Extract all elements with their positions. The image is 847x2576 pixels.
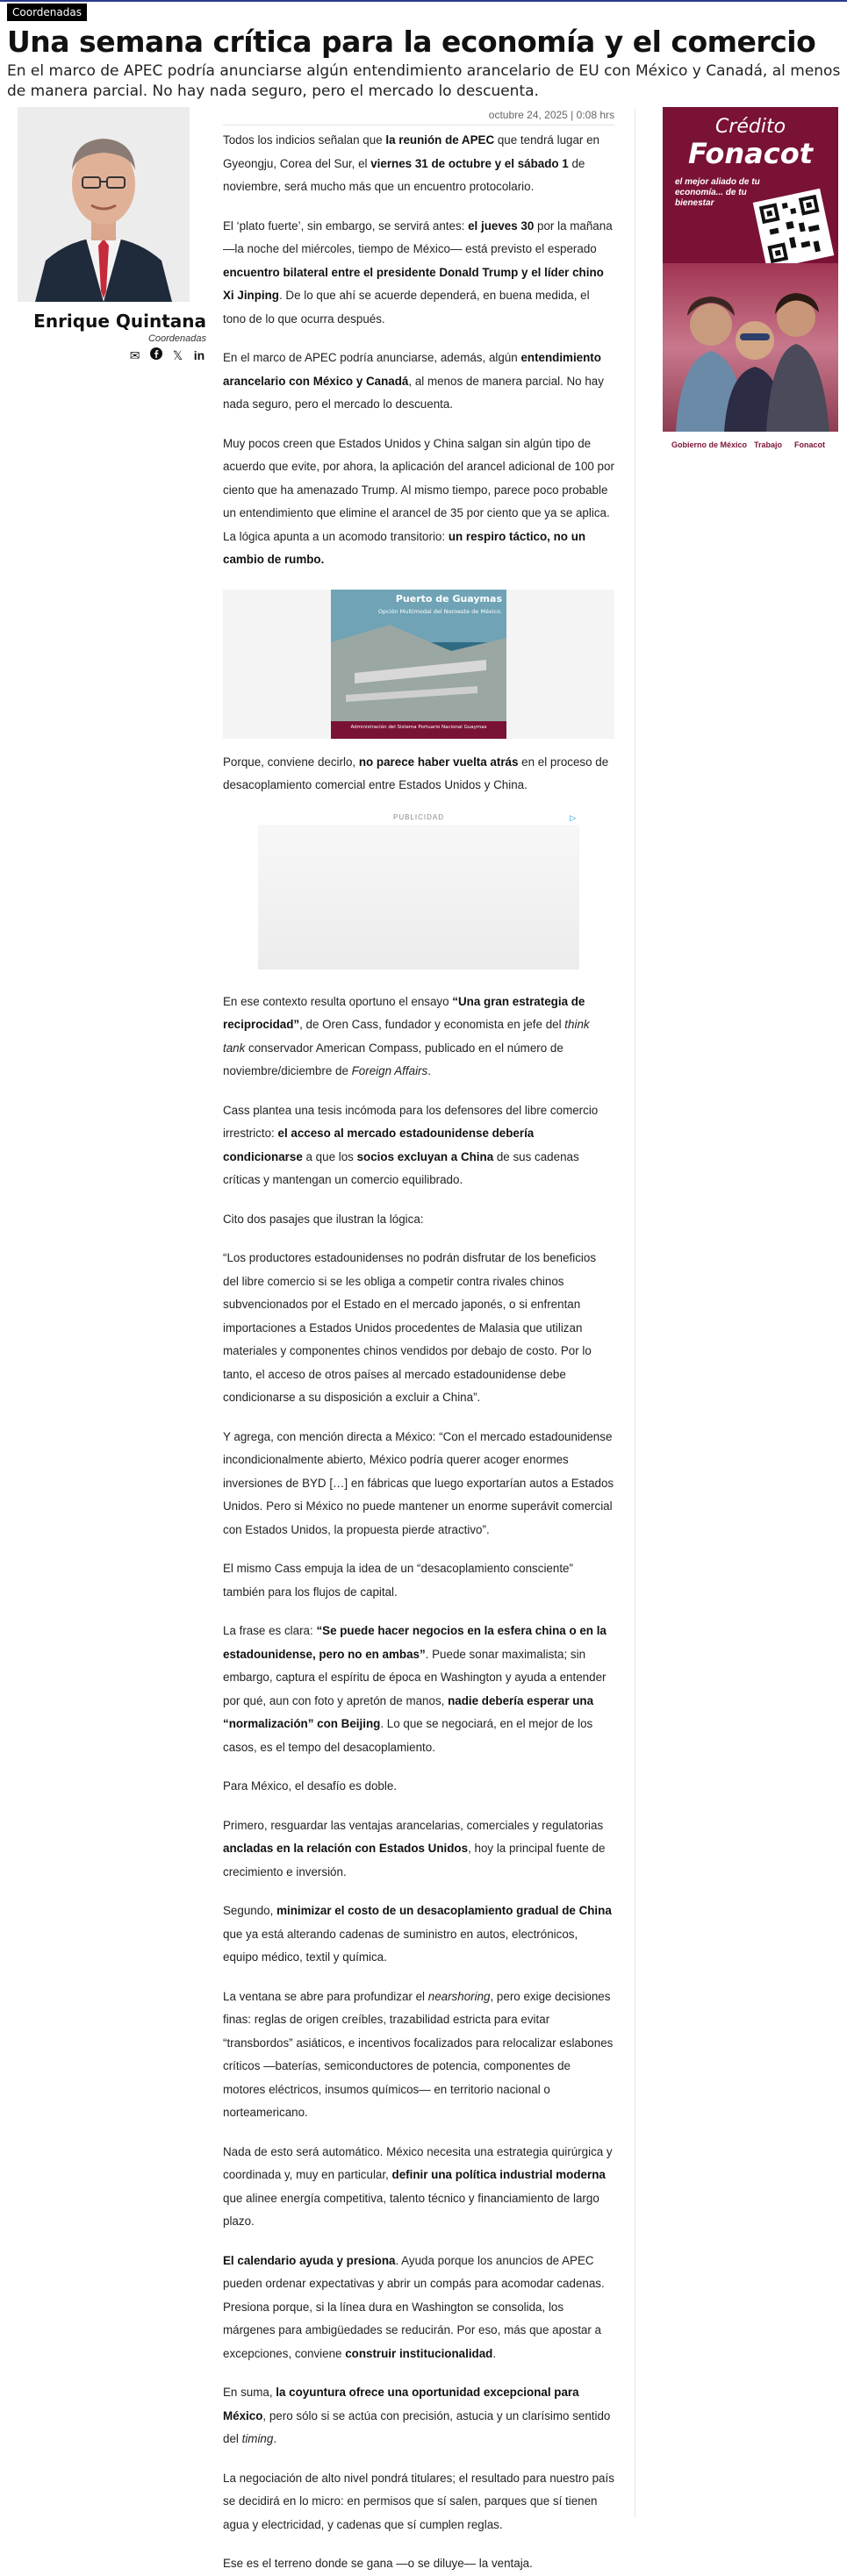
bold-run: no parece haber vuelta atrás xyxy=(358,755,519,769)
article-paragraph xyxy=(223,1208,614,1232)
article-paragraph xyxy=(223,2552,614,2576)
article-paragraph xyxy=(223,2381,614,2451)
author-portrait xyxy=(18,107,190,302)
article-paragraph xyxy=(223,129,614,199)
article-paragraph xyxy=(223,1986,614,2125)
bold-run: viernes 31 de octubre y el sábado 1 xyxy=(370,156,569,170)
article-dateline: octubre 24, 2025 | 0:08 hrs xyxy=(223,109,614,125)
text-run: de sus cadenas críticas y mantengan un comercio equilibrado. xyxy=(223,1149,579,1186)
bold-run: minimizar el costo de un desacoplamiento gradual de China xyxy=(276,1904,612,1917)
side-ad-title: Crédito xyxy=(714,116,786,138)
text-run: que tendrá lugar en Gyeongju, Corea del Sur, el xyxy=(223,133,599,170)
side-ad-footer-gob: Gobierno de México xyxy=(671,440,748,449)
text-run: . Ayuda porque los anuncios de APEC pueden ordenar expectativas y abrir un compás para acomodar cadenas. Presiona porque, si la línea dura en Washington se consolida, los márgenes para ambigüedades se reducirán. Por eso, más que apostar a excepciones, conviene xyxy=(223,2253,605,2360)
top-accent-line xyxy=(0,0,847,2)
x-icon[interactable]: 𝕏 xyxy=(172,348,183,362)
text-run: La negociación de alto nivel pondrá titulares; el resultado para nuestro país se decidirá en lo micro: en permisos que sí salen, parques que sí tienen agua y electricidad, y cadenas que sí cumplen reglas. xyxy=(223,2471,614,2531)
text-run: Para México, el desafío es doble. xyxy=(223,1779,397,1792)
paragraph-group-c xyxy=(223,991,614,2576)
side-ad-fonacot[interactable] xyxy=(663,107,838,460)
qr-code-icon xyxy=(753,189,835,270)
bold-run: “Se puede hacer negocios en la esfera china o en la estadounidense, pero no en ambas” xyxy=(223,1624,607,1661)
text-run: a que los xyxy=(302,1149,357,1163)
inline-image-ad[interactable] xyxy=(223,590,614,739)
headline: Una semana crítica para la economía y el comercio xyxy=(7,25,816,59)
bold-run: definir una política industrial moderna xyxy=(391,2168,606,2181)
image-subtitle: Opción Multimodal del Noroeste de México. xyxy=(377,607,502,615)
side-ad-footer-trabajo: Trabajo xyxy=(754,440,783,449)
side-ad-tagline: el mejor aliado de tu economía... de tu bienestar xyxy=(675,177,760,208)
dek: En el marco de APEC podría anunciarse algún entendimiento arancelario de EU con México y Canadá, al menos de manera parcial. No hay nada seguro, pero el mercado lo descuenta. xyxy=(7,62,841,100)
image-footer: Administración del Sistema Portuario Nacional Guaymas xyxy=(350,724,487,730)
bold-run: encuentro bilateral entre el presidente Donald Trump y el líder chino Xi Jinping xyxy=(223,265,604,302)
text-run: En ese contexto resulta oportuno el ensayo xyxy=(223,994,453,1008)
article-paragraph xyxy=(223,751,614,798)
text-run: El mismo Cass empuja la idea de un “desacoplamiento consciente” también para los flujos de capital. xyxy=(223,1562,573,1599)
text-run: . xyxy=(492,2346,497,2360)
bold-run: el acceso al mercado estadounidense debería condicionarse xyxy=(223,1127,535,1163)
side-ad-photo xyxy=(663,263,838,432)
text-run: Cito dos pasajes que ilustran la lógica: xyxy=(223,1212,424,1226)
text-run: , al menos de manera parcial. No hay nada seguro, pero el mercado lo descuenta. xyxy=(223,374,604,411)
text-run: Muy pocos creen que Estados Unidos y China salgan sin algún tipo de acuerdo que evite, por ahora, la aplicación del arancel adicional de 100 por ciento que ha amenazado Trump. Al mismo tiempo, parece poco probable un entendimiento que elimine el arancel de 35 por ciento que ya se aplica. La lógica apunta a un acomodo transitorio: xyxy=(223,436,614,543)
bold-run: “Una gran estrategia de reciprocidad” xyxy=(223,994,585,1031)
bold-run: la reunión de APEC xyxy=(385,133,495,147)
text-run: Primero, resguardar las ventajas arancelarias, comerciales y regulatorias xyxy=(223,1818,604,1832)
side-ad-brand: Fonacot xyxy=(688,137,813,170)
article-paragraph xyxy=(223,1900,614,1970)
text-run: , hoy la principal fuente de crecimiento e inversión. xyxy=(223,1842,606,1878)
italic-run: nearshoring xyxy=(427,1989,491,2003)
article-paragraph xyxy=(223,991,614,1084)
bold-run: socios excluyan a China xyxy=(356,1149,494,1163)
mail-icon[interactable]: ✉ xyxy=(129,348,140,362)
text-run: de noviembre, será mucho más que un encuentro protocolario. xyxy=(223,156,585,193)
bold-run: entendimiento arancelario con México y Canadá xyxy=(223,351,601,388)
author-block xyxy=(18,107,206,364)
adchoices-icon[interactable]: ▷ xyxy=(570,812,576,822)
bold-run: ancladas en la relación con Estados Unidos xyxy=(223,1842,469,1855)
article-paragraph xyxy=(223,2250,614,2366)
text-run: . Lo que se negociará, en el mejor de los casos, es el tempo del desacoplamiento. xyxy=(223,1717,593,1754)
text-run: La ventana se abre para profundizar el xyxy=(223,1989,428,2003)
bold-run: construir institucionalidad xyxy=(345,2346,493,2360)
port-image xyxy=(223,590,614,739)
ad-placeholder[interactable] xyxy=(258,825,579,970)
text-run: . xyxy=(273,2432,277,2445)
side-ad-footer-fonacot: Fonacot xyxy=(794,440,825,449)
text-run: . xyxy=(427,1064,431,1077)
text-run: La frase es clara: xyxy=(223,1624,317,1637)
bold-run: El calendario ayuda y presiona xyxy=(223,2253,396,2267)
author-column: Coordenadas xyxy=(147,333,206,344)
text-run: “Los productores estadounidenses no podrán disfrutar de los beneficios del libre comercio si se les obliga a competir contra rivales chinos subvencionados por el Estado en el mercado japonés, o si enfrentan importaciones a Estados Unidos procedentes de Malasia que utilizan materiales y componentes chinos vendidos por debajo de costo. Por lo tanto, el acceso de otros países al mercado estadounidense debe condicionarse a su disposición a excluir a China”. xyxy=(223,1251,597,1404)
italic-run: timing xyxy=(241,2432,274,2445)
facebook-icon[interactable] xyxy=(149,347,163,362)
bold-run: el jueves 30 xyxy=(468,218,535,233)
article-paragraph xyxy=(223,1775,614,1799)
text-run: El ‘plato fuerte’, sin embargo, se servirá antes: xyxy=(223,218,469,233)
linkedin-icon[interactable]: in xyxy=(193,348,205,362)
article-paragraph xyxy=(223,2467,614,2537)
article-paragraph xyxy=(223,433,614,572)
bold-run: la coyuntura ofrece una oportunidad excepcional para México xyxy=(223,2386,579,2422)
article-paragraph xyxy=(223,1099,614,1192)
text-run: en el proceso de desacoplamiento comercial entre Estados Unidos y China. xyxy=(223,755,609,791)
text-run: , de Oren Cass, fundador y economista en jefe del xyxy=(299,1018,565,1031)
article-paragraph xyxy=(223,1426,614,1542)
italic-run: Foreign Affairs xyxy=(351,1064,428,1077)
text-run: conservador American Compass, publicado en el número de noviembre/diciembre de xyxy=(223,1041,563,1077)
text-run: , pero exige decisiones finas: reglas de origen creíbles, trazabilidad estricta para evitar “transbordos” asiáticos, e incentivos focalizados para relocalizar eslabones críticos —baterías, semiconductores de potencia, componentes de motores eléctricos, insumos químicos— en territorio nacional o norteamericano. xyxy=(223,1989,614,2119)
image-title: Puerto de Guaymas xyxy=(395,592,502,605)
article-paragraph xyxy=(223,2141,614,2234)
ad-label: PUBLICIDAD xyxy=(392,812,444,821)
article-paragraph xyxy=(223,1557,614,1604)
text-run: Todos los indicios señalan que xyxy=(223,133,386,147)
author-name[interactable]: Enrique Quintana xyxy=(33,311,206,332)
text-run: Ese es el terreno donde se gana —o se diluye— la ventaja. xyxy=(223,2557,533,2570)
text-run: Y agrega, con mención directa a México: “Con el mercado estadounidense incondicionalmente abierto, México podría querer acoger enormes inversiones de BYD […] en fábricas que luego exportarían autos a Estados Unidos. Pero si México no puede mantener un enorme superávit comercial con Estados Unidos, la propuesta pierde atractivo”. xyxy=(223,1429,614,1536)
article-paragraph xyxy=(223,1620,614,1759)
italic-run: think tank xyxy=(223,1018,590,1055)
side-ad-footer xyxy=(663,432,838,460)
text-run: En suma, xyxy=(223,2386,276,2399)
article-paragraph xyxy=(223,1247,614,1410)
text-run: . De lo que ahí se acuerde dependerá, en buena medida, el tono de lo que ocurra después. xyxy=(223,289,590,326)
text-run: que ya está alterando cadenas de suministro en autos, electrónicos, equipo médico, textil y química. xyxy=(223,1927,578,1964)
text-run: Segundo, xyxy=(223,1904,277,1917)
text-run: Nada de esto será automático. México necesita una estrategia quirúrgica y coordinada y, muy en particular, xyxy=(223,2144,613,2181)
text-run: . Puede sonar maximalista; sin embargo, captura el espíritu de época en Washington y ayuda a entender por qué, aun con foto y apretón de manos, xyxy=(223,1647,607,1707)
article-paragraph xyxy=(223,347,614,417)
text-run: Cass plantea una tesis incómoda para los defensores del libre comercio irrestricto: xyxy=(223,1103,599,1140)
article-body xyxy=(223,109,614,2576)
section-tag[interactable]: Coordenadas xyxy=(7,4,87,21)
article-paragraph xyxy=(223,1814,614,1885)
text-run: Porque, conviene decirlo, xyxy=(223,755,359,769)
text-run: que alinee energía competitiva, talento técnico y financiamiento de largo plazo. xyxy=(223,2191,599,2228)
paragraph-group-b xyxy=(223,751,614,798)
text-run: por la mañana —la noche del miércoles, tiempo de México— está previsto el esperado xyxy=(223,218,613,255)
ad-slot[interactable] xyxy=(258,813,579,975)
paragraph-group-a xyxy=(223,129,614,572)
text-run: , pero sólo si se actúa con precisión, astucia y un clarísimo sentido del xyxy=(223,2408,611,2445)
article-paragraph xyxy=(223,215,614,332)
author-photo xyxy=(18,107,190,302)
author-social-links xyxy=(18,347,206,364)
text-run: En el marco de APEC podría anunciarse, además, algún xyxy=(223,351,521,364)
bold-run: nadie debería esperar una “normalización” con Beijing xyxy=(223,1693,594,1730)
bold-run: un respiro táctico, no un cambio de rumbo. xyxy=(223,529,586,566)
